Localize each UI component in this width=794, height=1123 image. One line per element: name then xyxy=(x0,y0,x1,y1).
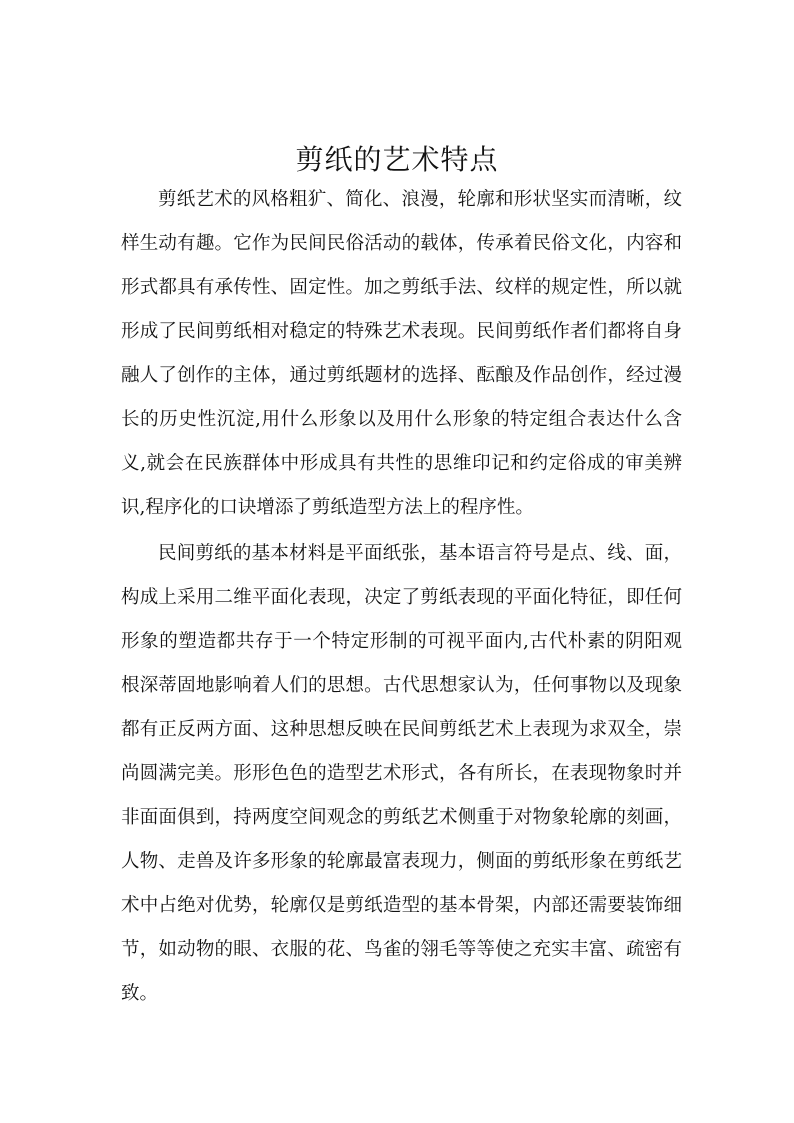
paragraph-line: 民间剪纸的基本材料是平面纸张，基本语言符号是点、线、面， xyxy=(158,543,682,564)
paragraph-line: 术中占绝对优势，轮廓仅是剪纸造型的基本骨架，内部还需要装饰细 xyxy=(121,895,682,916)
paragraph-line: 融人了创作的主体，通过剪纸题材的选择、酝酿及作品创作，经过漫 xyxy=(121,365,682,386)
paragraph-line: 根深蒂固地影响着人们的思想。古代思想家认为，任何事物以及现象 xyxy=(121,675,682,696)
paragraph-line: 非面面俱到，持两度空间观念的剪纸艺术侧重于对物象轮廓的刻画， xyxy=(121,807,682,828)
paragraph-line: 尚圆满完美。形形色色的造型艺术形式，各有所长，在表现物象时并 xyxy=(121,763,682,784)
paragraph-line: 人物、走兽及许多形象的轮廓最富表现力，侧面的剪纸形象在剪纸艺 xyxy=(121,851,682,872)
document-title: 剪纸的艺术特点 xyxy=(295,143,499,176)
paragraph-line: 剪纸艺术的风格粗犷、简化、浪漫，轮廓和形状坚实而清晰，纹 xyxy=(158,189,682,210)
paragraph-line: 都有正反两方面、这种思想反映在民间剪纸艺术上表现为求双全，崇 xyxy=(121,719,682,740)
paragraph-line: 形成了民间剪纸相对稳定的特殊艺术表现。民间剪纸作者们都将自身 xyxy=(121,321,682,342)
paragraph-line: 识,程序化的口诀增添了剪纸造型方法上的程序性。 xyxy=(121,497,534,518)
paragraph-line: 长的历史性沉淀,用什么形象以及用什么形象的特定组合表达什么含 xyxy=(121,409,682,430)
paragraph-line: 形式都具有承传性、固定性。加之剪纸手法、纹样的规定性，所以就 xyxy=(121,277,682,298)
paragraph-line: 节，如动物的眼、衣服的花、鸟雀的翎毛等等使之充实丰富、疏密有 xyxy=(121,939,682,960)
paragraph-line: 构成上采用二维平面化表现，决定了剪纸表现的平面化特征，即任何 xyxy=(121,587,682,608)
paragraph-line: 样生动有趣。它作为民间民俗活动的载体，传承着民俗文化，内容和 xyxy=(121,233,682,254)
paragraph-line: 致。 xyxy=(121,983,159,1004)
paragraph-line: 义,就会在民族群体中形成具有共性的思维印记和约定俗成的审美辨 xyxy=(121,453,682,474)
paragraph-line: 形象的塑造都共存于一个特定形制的可视平面内,古代朴素的阴阳观 xyxy=(121,631,682,652)
